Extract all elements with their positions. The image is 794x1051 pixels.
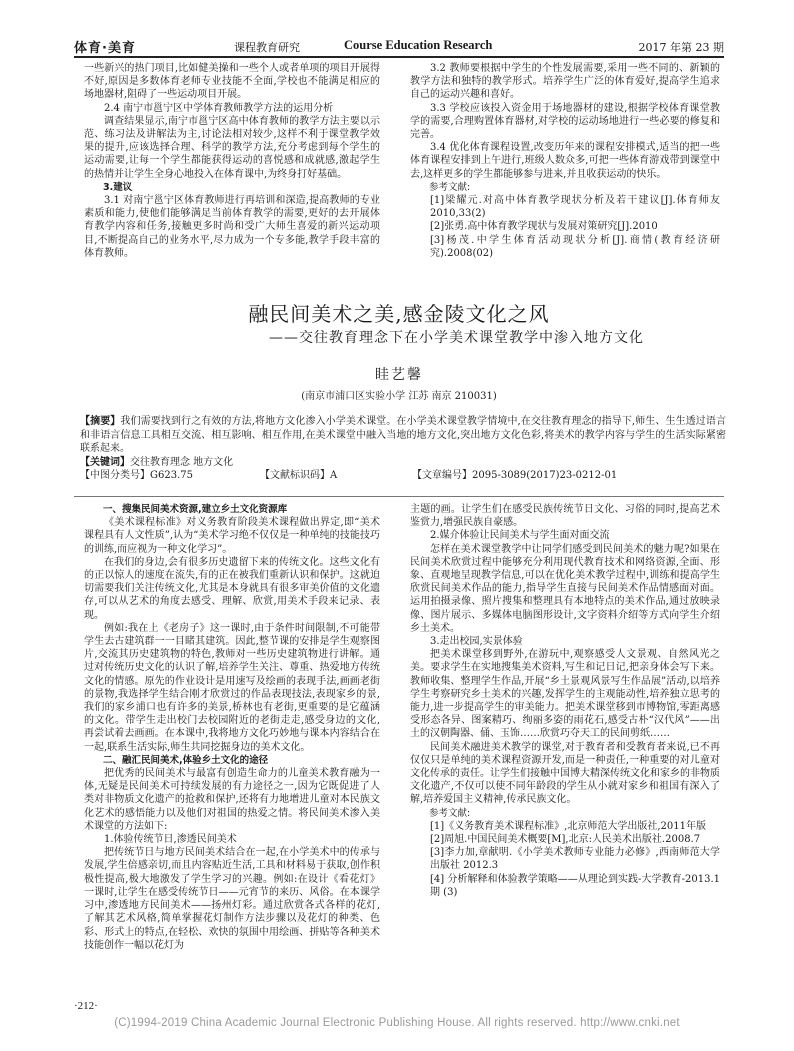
paragraph: [3]杨茂.中学生体育活动现状分析[J].商情(教育经济研究).2008(02) <box>430 234 720 259</box>
journal-name-cn: 课程教育研究 <box>234 41 300 54</box>
paragraph: 把传统节日与地方民间美术结合在一起,在小学美术中的传承与发展,学生倍感亲切,而且内容贴近生活,工具和材料易于获取,创作积极性提高,极大地激发了学生学习的兴趣。例如:在设计《看花灯》一课时,让学生在感受传统节日——元宵节的来历、风俗。在本课学习中,渗透地方民间美术——扬州灯彩。通过欣赏各式各样的花灯,了解其艺术风格,简单掌握花灯制作方法步骤以及花灯的种类、色彩、形式上的特点,在轻松、欢快的氛围中用绘画、拼贴等各种美术技能创作一幅以花灯为 <box>84 847 380 951</box>
document-code: 【文献标识码】A <box>260 470 338 481</box>
page-number: ·212· <box>74 1000 98 1012</box>
journal-name-en: Course Education Research <box>344 38 493 52</box>
paragraph: 3.1 对南宁邕宁区体育教师进行再培训和深造,提高教师的专业素质和能力,使他们能够满足当前体育教学的需要,更好的去开展体育教学内容和任务,接触更多时尚和受广大师生喜爱的新兴运动项目,不断提高自己的业务水平,尽力成为一个专多能,教学手段丰富的体育教师。 <box>84 195 380 259</box>
issue-label: 2017 年第 23 期 <box>638 41 724 54</box>
paragraph: [4] 分析解释和体验教学策略——从理论到实践-大学教育-2013.1期 (3) <box>430 873 720 898</box>
paragraph: 2.4 南宁市邕宁区中学体育教师教学方法的运用分析 <box>104 102 334 114</box>
abstract-label: 【摘要】 <box>80 416 121 427</box>
paragraph: 3.4 优化体育课程设置,改变历年来的课程安排模式,适当的把一些体育课程安排到上午进行,班级人数众多,可把一些体育游戏带到课堂中去,这样更多的学生都能够参与进来,并且收获运动的快乐。 <box>410 142 720 180</box>
paragraph: 3.3 学校应该投入资金用于场地器材的建设,根据学校体育课堂教学的需要,合理购置体育器材,对学校的运动场地进行一些必要的修复和完善。 <box>410 102 720 141</box>
author-name: 眭艺馨 <box>375 367 423 383</box>
article-subtitle: ——交往教育理念下在小学美术课堂教学中渗入地方文化 <box>269 330 644 346</box>
paragraph: 民间美术融进美术教学的课堂,对于教育者和受教育者来说,已不再仅仅只是单纯的美术课程资源开发,而是一种责任,一种重要的对儿童对文化传承的责任。让学生们接触中国博大精深传统文化和家乡的非物质文化遗产,不仅可以使不同年龄段的学生从小就对家乡和祖国有深入了解,培养爱国主义精神,传承民族文化。 <box>410 741 720 806</box>
paragraph: 把美术课堂移到野外,在游玩中,观察感受人文景观、自然风光之美。要求学生在实地搜集美术资料,写生和记日记,把亲身体会写下来。教师收集、整理学生作品,开展“乡土景观风景写生作品展”活动,以培养学生考察研究乡土美术的兴趣,发挥学生的主观能动性,培养独立思考的能力,进一步提高学生的审美能力。把美术课堂移到市博物馆,零距离感受形态各异、图案精巧、绚丽多姿的雨花石,感受古朴“汉代风”——出土的汉朝陶器、俑、玉饰……欣赏巧夺天工的民间剪纸…… <box>410 649 720 740</box>
paragraph: 参考文献: <box>429 181 471 193</box>
paragraph: 调查结果显示,南宁市邕宁区高中体育教师的教学方法主要以示范、练习法及讲解法为主,讨论法相对较少,这样不利于课堂教学效果的提升,应该选择合理、科学的教学方法,充分考虑到每个学生的运动需要,让每一个学生都能获得运动的喜悦感和成就感,激起学生的热情并让学生全身心地投入在体育课中,为终身打好基础。 <box>84 115 380 180</box>
paragraph: 参考文献: <box>429 807 471 819</box>
author-affiliation: (南京市浦口区实验小学 江苏 南京 210031) <box>301 391 497 402</box>
paragraph: [1]梁耀元.对高中体育教学现状分析及若干建议[J].体育师友 2010,33(2) <box>430 195 720 220</box>
paragraph: [2]周旭.中国民间美术概要[M],北京:人民美术出版社.2008.7 <box>430 834 701 846</box>
classification-row <box>80 469 726 483</box>
article-number: 【文章编号】2095-3089(2017)23-0212-01 <box>412 470 618 481</box>
paragraph: 1.体验传统节日,渗透民间美术 <box>104 834 237 846</box>
abstract-block <box>80 415 726 483</box>
prev-article-left-column <box>84 62 380 260</box>
header-divider <box>74 56 724 58</box>
paragraph: 在我们的身边,会有很多历史遗留下来的传统文化。这些文化有的正以惊人的速度在流失,有的正在被我们重新认识和保护。这就迫切需要我们关注传统文化,尤其是本身就具有很多审美价值的文化遗存,可以从艺术的角度去感受、理解、欣赏,用美术手段来记录、表现。 <box>84 556 380 621</box>
paragraph: 一些新兴的热门项目,比如健美操和一些个人或者单项的项目开展得不好,原因是多数体育老师专业技能不全面,学校也不能满足相应的场地器材,阻碍了一些运动项目开展。 <box>84 63 380 101</box>
paragraph: 一、搜集民间美术资源,建立乡土文化资源库 <box>103 504 288 515</box>
prev-article-right-column <box>410 62 720 260</box>
abstract-divider <box>74 496 724 497</box>
article-title: 融民间美术之美,感金陵文化之风 <box>248 302 550 326</box>
running-header <box>74 37 724 55</box>
paragraph: 例如:我在上《老房子》这一课时,由于条件时间限制,不可能带学生去古建筑群一一目睹其建筑。因此,整节课的安排是学生观察图片,交流其历史建筑物的特色,教师对一些历史建筑物进行讲解。通过对传统历史文化的认识了解,培养学生关注、尊重、热爱地方传统文化的情感。原先的作业设计是用速写及绘画的表现手法,画画老街的景物,我选择学生结合刚才欣赏过的作品表现技法,表现家乡的景,我们的家乡浦口也有许多的美景,桥林也有老街,更重要的是它蕴涵的文化。带学生走出校门去校园附近的老街走走,感受身边的文化,再尝试着去画画。在本课中,我将地方文化巧妙地与课本内容结合在一起,联系生活实际,师生共同挖掘身边的美术文化。 <box>84 622 380 753</box>
article-title-block <box>74 300 724 402</box>
clc-number: 【中图分类号】G623.75 <box>80 470 193 481</box>
copyright-notice: (C)1994-2019 China Academic Journal Electronic Publishing House. All rights reserved. http://www.cnki.net <box>114 1017 680 1029</box>
body-left-column <box>84 503 380 952</box>
paragraph: [1]《义务教育美术课程标准》,北京师范大学出版社,2011年版 <box>430 820 706 832</box>
paragraph: 怎样在美术课堂教学中让同学们感受到民间美术的魅力呢?如果在民间美术欣赏过程中能够充分利用现代教育技术和网络资源,全面、形象、直观地呈现教学信息,可以在优化美术教学过程中,训练和提高学生欣赏民间美术作品的能力,指导学生直接与民间美术作品情感面对面。运用拍摄录像、照片搜集和整理具有本地特点的美术作品,通过放映录像、图片展示、多媒体电脑图形设计,文字资料介绍等方式向学生介绍乡土美术。 <box>410 543 720 634</box>
keywords <box>80 456 726 470</box>
section-name: 体育·美育 <box>74 41 136 56</box>
paragraph: 3.2 教师要根据中学生的个性发展需要,采用一些不同的、新颖的教学方法和独特的教学形式。培养学生广泛的体育爱好,提高学生追求自己的运动兴趣和喜好。 <box>410 63 720 101</box>
keywords-label: 【关键词】 <box>80 456 130 468</box>
paragraph: 3.建议 <box>103 181 133 193</box>
abstract-text: 我们需要找到行之有效的方法,将地方文化渗入小学美术课堂。在小学美术课堂教学情境中,在交往教育理念的指导下,师生、生生透过语言和非语言信息工具相互交流、相互影响、相互作用,在美术课堂中融入当地的地方文化,突出地方文化色彩,将美术的教学内容与学生的生活实际紧密联系起来。 <box>80 416 726 454</box>
body-right-column <box>410 503 720 899</box>
paragraph: [3]李力加,章献明.《小学美术教师专业能力必修》,西南师范大学出版社 2012.3 <box>430 847 720 872</box>
paragraph: 主题的画。让学生们在感受民族传统节日文化、习俗的同时,提高艺术鉴赏力,增强民族自豪感。 <box>410 504 720 529</box>
paragraph: 《美术课程标准》对义务教育阶段美术课程做出界定,即“美术课程具有人文性质”,认为“美术学习绝不仅仅是一种单纯的技能技巧的训练,而应视为一种文化学习”。 <box>84 517 380 555</box>
paragraph: 2.媒介体验让民间美术与学生面对面交流 <box>430 530 610 542</box>
paragraph: 二、融汇民间美术,体验乡土文化的途径 <box>103 754 269 766</box>
paragraph: 把优秀的民间美术与最富有创造生命力的儿童美术教育融为一体,无疑是民间美术可持续发展的有力途径之一,因为它既促进了人类对非物质文化遗产的抢救和保护,还将有力地增进儿童对本民族文化艺术的感悟能力以及他们对祖国的热爱之情。将民间美术渗入美术课堂的方法如下: <box>84 768 380 832</box>
abstract <box>80 415 726 456</box>
keywords-text: 交往教育理念 地方文化 <box>130 456 234 468</box>
paragraph: 3.走出校园,实景体验 <box>430 636 523 648</box>
paragraph: [2]张勇.高中体育教学现状与发展对策研究[J].2010 <box>430 221 658 233</box>
